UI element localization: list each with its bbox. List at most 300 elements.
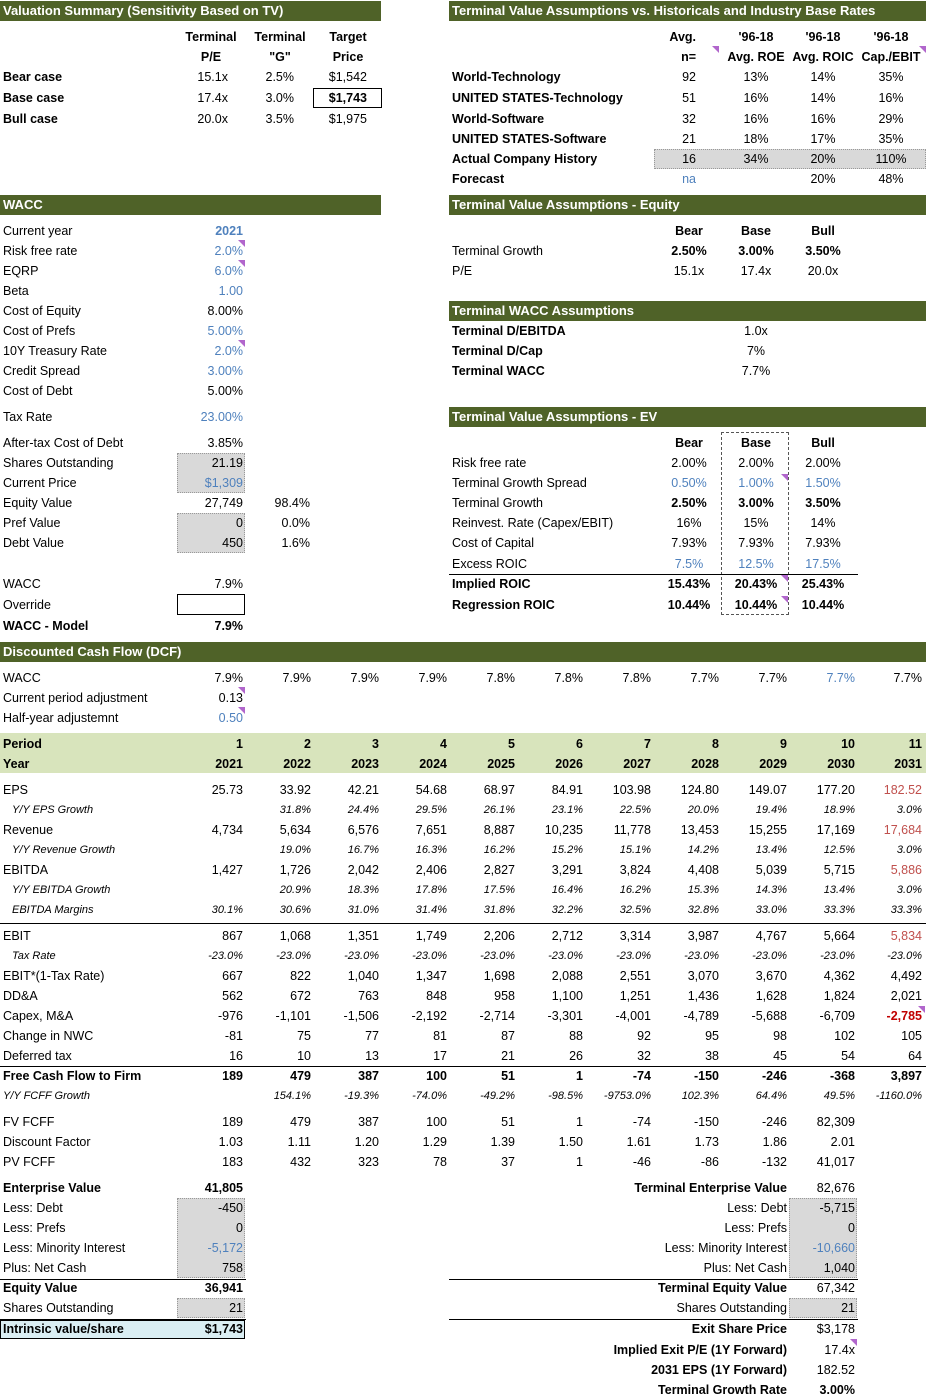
ev-label: Equity Value xyxy=(3,1281,78,1295)
dcf-cell: 2,406 xyxy=(415,863,447,877)
dcf-cell: 1,351 xyxy=(347,929,379,943)
dcf-cell: 822 xyxy=(290,969,311,983)
wacc-label: Beta xyxy=(3,284,29,298)
dcf-cell: 2031 xyxy=(894,757,922,771)
dcf-cell: -2,714 xyxy=(479,1009,515,1023)
dcf-cell: 16.3% xyxy=(415,844,447,856)
dcf-cell: -23.0% xyxy=(548,950,583,962)
col-header: Avg. ROIC xyxy=(792,50,854,64)
dcf-cell: 3,314 xyxy=(619,929,651,943)
tev-bridge-label: Less: Debt xyxy=(727,1201,787,1215)
dcf-cell: 182.52 xyxy=(883,783,922,797)
dcf-cell: 64.4% xyxy=(755,1090,787,1102)
wacc-value[interactable]: 2.0% xyxy=(214,344,243,358)
tw-label: Terminal D/EBITDA xyxy=(452,324,566,338)
dcf-cell: 1.61 xyxy=(626,1135,651,1149)
dcf-label: Y/Y EPS Growth xyxy=(12,804,94,816)
dcf-cell: 78 xyxy=(433,1155,447,1169)
divider xyxy=(0,1066,926,1067)
tve-cell: 3.00% xyxy=(738,244,774,258)
wacc-label: Current year xyxy=(3,224,73,238)
wacc-weight xyxy=(250,455,310,472)
dcf-cell: -74.0% xyxy=(412,1090,447,1102)
dcf-label: EBITDA Margins xyxy=(12,904,94,916)
tev-bridge-label: Less: Prefs xyxy=(724,1221,787,1235)
dcf-label: Half-year adjustemnt xyxy=(3,711,119,725)
tev-label: Excess ROIC xyxy=(452,557,528,571)
dcf-cell xyxy=(179,1088,243,1105)
dcf-label: Revenue xyxy=(3,823,54,837)
comment-indicator-icon[interactable] xyxy=(918,1006,925,1013)
dcf-cell: 10 xyxy=(841,737,855,751)
dcf-cell xyxy=(858,1114,922,1131)
tva-cell: 16% xyxy=(810,112,836,126)
dcf-cell: 20.9% xyxy=(279,884,311,896)
dcf-cell: 1.39 xyxy=(490,1135,515,1149)
dcf-cell: 13,453 xyxy=(680,823,719,837)
dcf-cell: -23.0% xyxy=(887,950,922,962)
col-header: Base xyxy=(741,224,771,238)
divider xyxy=(0,923,926,924)
wacc-override-input[interactable] xyxy=(177,594,245,615)
tva-cell: 32 xyxy=(682,112,696,126)
dcf-cell: 323 xyxy=(358,1155,379,1169)
tve-cell: 20.0x xyxy=(807,264,839,278)
dcf-cell xyxy=(179,882,243,899)
tev-bridge-value: 1,040 xyxy=(823,1261,855,1275)
col-header-terminal-pe-2: P/E xyxy=(200,50,222,64)
dcf-cell: 17.8% xyxy=(415,884,447,896)
dcf-cell: 7,651 xyxy=(415,823,447,837)
dcf-label: Deferred tax xyxy=(3,1049,72,1063)
dcf-cell: 2029 xyxy=(759,757,787,771)
tev-cell: 7.93% xyxy=(805,536,841,550)
comment-indicator-icon[interactable] xyxy=(238,340,245,347)
dcf-cell: 183 xyxy=(222,1155,243,1169)
dcf-cell: -19.3% xyxy=(344,1090,379,1102)
dcf-cell: 2025 xyxy=(487,757,515,771)
wacc-weight: 1.6% xyxy=(281,536,310,550)
dcf-cell: 479 xyxy=(290,1115,311,1129)
dcf-cell: 7.7% xyxy=(690,671,719,685)
tw-value: 7% xyxy=(746,344,766,358)
wacc-label: Cost of Prefs xyxy=(3,324,76,338)
dcf-cell: 75 xyxy=(297,1029,311,1043)
wacc-model-label: WACC - Model xyxy=(3,619,89,633)
dcf-label: EBIT*(1-Tax Rate) xyxy=(3,969,105,983)
dcf-cell: 54.68 xyxy=(415,783,447,797)
tax-rate-value[interactable]: 23.00% xyxy=(200,410,243,424)
tva-row-label: World-Software xyxy=(452,112,545,126)
dcf-label: Period xyxy=(3,737,42,751)
dcf-cell: 1 xyxy=(576,1069,583,1083)
case-pe: 15.1x xyxy=(197,70,228,84)
tw-label: Terminal D/Cap xyxy=(452,344,543,358)
tev-bridge-label: Terminal Growth Rate xyxy=(658,1383,787,1397)
case-label: Bear case xyxy=(3,70,63,84)
dcf-label: Year xyxy=(3,757,30,771)
wacc-weight: 0.0% xyxy=(281,516,310,530)
col-header-target-price: Target xyxy=(329,30,367,44)
dcf-cell: 16.7% xyxy=(347,844,379,856)
dcf-cell: 103.98 xyxy=(612,783,651,797)
dcf-cell: 2028 xyxy=(691,757,719,771)
comment-indicator-icon[interactable] xyxy=(850,1339,857,1346)
tev-bridge-value: 67,342 xyxy=(816,1281,855,1295)
comment-indicator-icon[interactable] xyxy=(238,240,245,247)
col-header: '96-18 xyxy=(738,30,774,44)
dcf-cell: 763 xyxy=(358,989,379,1003)
tev-cell: 15% xyxy=(743,516,769,530)
dcf-cell: 2,712 xyxy=(551,929,583,943)
dcf-cell: 848 xyxy=(426,989,447,1003)
dcf-cell: 1,347 xyxy=(415,969,447,983)
dcf-cell: -9753.0% xyxy=(603,1090,651,1102)
dcf-label: Y/Y EBITDA Growth xyxy=(12,884,111,896)
dcf-cell: 33.92 xyxy=(279,783,311,797)
comment-indicator-icon[interactable] xyxy=(781,575,788,582)
dcf-cell: 2 xyxy=(304,737,311,751)
tev-cell: 2.50% xyxy=(671,496,707,510)
dcf-cell: -23.0% xyxy=(684,950,719,962)
tax-rate-label: Tax Rate xyxy=(3,410,53,424)
dcf-cell: -49.2% xyxy=(480,1090,515,1102)
dcf-cell: 2027 xyxy=(623,757,651,771)
dcf-cell: 26.1% xyxy=(483,804,515,816)
dcf-cell: 3,291 xyxy=(551,863,583,877)
col-header: Bull xyxy=(811,224,835,238)
dcf-label: EBITDA xyxy=(3,863,49,877)
dcf-cell: 8 xyxy=(712,737,719,751)
dcf-cell: 95 xyxy=(705,1029,719,1043)
dcf-cell: 189 xyxy=(222,1069,243,1083)
ev-value[interactable]: -450 xyxy=(217,1201,243,1215)
col-header: Avg. ROE xyxy=(727,50,785,64)
dcf-cell: 21 xyxy=(501,1049,515,1063)
dcf-cell: 5,664 xyxy=(823,929,855,943)
dcf-cell: 5,634 xyxy=(279,823,311,837)
case-g: 2.5% xyxy=(265,70,294,84)
comment-indicator-icon[interactable] xyxy=(919,46,926,53)
tev-bridge-label: Plus: Net Cash xyxy=(703,1261,787,1275)
tva-cell: 35% xyxy=(878,132,904,146)
dcf-label: WACC xyxy=(3,671,41,685)
dcf-cell: -150 xyxy=(693,1115,719,1129)
dcf-cell: 4,734 xyxy=(211,823,243,837)
wacc-value: 0 xyxy=(236,516,243,530)
col-header: Base xyxy=(741,436,771,450)
tev-cell[interactable]: 1.00% xyxy=(738,476,774,490)
dcf-cell: -23.0% xyxy=(616,950,651,962)
dcf-cell: -23.0% xyxy=(276,950,311,962)
col-header: '96-18 xyxy=(805,30,841,44)
dcf-cell: 7.8% xyxy=(622,671,651,685)
ev-label: Less: Minority Interest xyxy=(3,1241,126,1255)
comment-indicator-icon[interactable] xyxy=(238,707,245,714)
dcf-cell: 64 xyxy=(908,1049,922,1063)
dcf-cell: 41,017 xyxy=(816,1155,855,1169)
comment-indicator-icon[interactable] xyxy=(781,474,788,481)
tva-cell xyxy=(722,171,790,188)
dcf-cell: -74 xyxy=(632,1115,651,1129)
wacc-value[interactable]: 1.00 xyxy=(218,284,243,298)
wacc-value[interactable]: 8.00% xyxy=(207,304,243,318)
ev-value: 41,805 xyxy=(204,1181,243,1195)
case-label: Base case xyxy=(3,91,65,105)
wacc-value: 2021 xyxy=(215,224,243,238)
tv-equity-header: Terminal Value Assumptions - Equity xyxy=(449,195,926,215)
tev-bridge-value: 182.52 xyxy=(816,1363,855,1377)
dcf-cell: 88 xyxy=(569,1029,583,1043)
dcf-cell: 11,778 xyxy=(613,823,651,837)
dcf-cell: 1.20 xyxy=(354,1135,379,1149)
dcf-cell: 100 xyxy=(426,1115,447,1129)
wacc-label: Credit Spread xyxy=(3,364,81,378)
dcf-cell: 867 xyxy=(222,929,243,943)
dcf-cell: -81 xyxy=(224,1029,243,1043)
dcf-cell: 2,042 xyxy=(347,863,379,877)
wacc-label: Cost of Equity xyxy=(3,304,81,318)
dcf-cell: 479 xyxy=(290,1069,311,1083)
ev-label: Less: Prefs xyxy=(3,1221,66,1235)
wacc-value[interactable]: 5.00% xyxy=(207,324,243,338)
col-header-terminal-pe: Terminal xyxy=(185,30,237,44)
dcf-cell: 16.2% xyxy=(619,884,651,896)
tev-cell[interactable]: 0.50% xyxy=(671,476,707,490)
wacc-weight xyxy=(250,475,310,492)
tva-cell: 51 xyxy=(682,91,696,105)
wacc-label: WACC xyxy=(3,577,41,591)
tev-cell[interactable]: 7.5% xyxy=(674,557,704,571)
comment-indicator-icon[interactable] xyxy=(238,260,245,267)
tev-label: Reinvest. Rate (Capex/EBIT) xyxy=(452,516,614,530)
dcf-cell: 958 xyxy=(494,989,515,1003)
dcf-cell: 7.7% xyxy=(758,671,787,685)
dcf-cell: 1.29 xyxy=(422,1135,447,1149)
dcf-cell: -1,101 xyxy=(275,1009,311,1023)
dcf-cell[interactable]: 0.50 xyxy=(218,711,243,725)
tva-row-label: Actual Company History xyxy=(452,152,598,166)
dcf-cell: 4,767 xyxy=(755,929,787,943)
tva-cell: 48% xyxy=(878,172,904,186)
dcf-cell: -4,789 xyxy=(683,1009,719,1023)
dcf-cell: 1 xyxy=(576,1155,583,1169)
wacc-value[interactable]: 3.00% xyxy=(207,364,243,378)
dcf-cell: -23.0% xyxy=(344,950,379,962)
dcf-cell: 98 xyxy=(773,1029,787,1043)
col-header-terminal-g-2: "G" xyxy=(269,50,291,64)
dcf-cell: -132 xyxy=(761,1155,787,1169)
wacc-value[interactable]: 5.00% xyxy=(207,384,243,398)
dcf-cell: 31.0% xyxy=(347,904,379,916)
ev-value[interactable]: 0 xyxy=(236,1221,243,1235)
tva-cell: 20% xyxy=(810,172,836,186)
dcf-cell: 2,827 xyxy=(483,863,515,877)
tev-label: Terminal Growth xyxy=(452,496,543,510)
wacc-label: Debt Value xyxy=(3,536,64,550)
tev-label: Implied ROIC xyxy=(452,577,531,591)
tva-cell: 14% xyxy=(810,70,836,84)
valuation-summary-header: Valuation Summary (Sensitivity Based on TV) xyxy=(0,1,381,21)
wacc-label: EQRP xyxy=(3,264,39,278)
dcf-cell: 7.8% xyxy=(554,671,583,685)
dcf-cell: -246 xyxy=(761,1069,787,1083)
dcf-cell: 38 xyxy=(705,1049,719,1063)
dcf-cell: 5,039 xyxy=(755,863,787,877)
dcf-cell: 15.1% xyxy=(619,844,651,856)
wacc-label: Cost of Debt xyxy=(3,384,73,398)
tev-bridge-value: -10,660 xyxy=(812,1241,855,1255)
dcf-cell: 102 xyxy=(834,1029,855,1043)
col-header-terminal-g: Terminal xyxy=(254,30,306,44)
dcf-cell: 51 xyxy=(501,1069,515,1083)
dcf-label: Capex, M&A xyxy=(3,1009,74,1023)
dcf-cell: 2024 xyxy=(419,757,447,771)
dcf-cell: 1,628 xyxy=(755,989,787,1003)
tev-bridge-value: 0 xyxy=(848,1221,855,1235)
tva-row-label: UNITED STATES-Software xyxy=(452,132,607,146)
dcf-cell: 16.4% xyxy=(551,884,583,896)
dcf-cell: 1,698 xyxy=(483,969,515,983)
dcf-cell: 1,824 xyxy=(823,989,855,1003)
dcf-cell: -98.5% xyxy=(548,1090,583,1102)
dcf-cell: 13 xyxy=(365,1049,379,1063)
dcf-cell xyxy=(179,802,243,819)
case-pe: 17.4x xyxy=(197,91,228,105)
tev-cell[interactable]: 1.50% xyxy=(805,476,841,490)
dcf-cell: 2026 xyxy=(555,757,583,771)
comment-indicator-icon[interactable] xyxy=(238,687,245,694)
comment-indicator-icon[interactable] xyxy=(712,46,719,53)
wacc-value[interactable]: $1,309 xyxy=(204,476,243,490)
dcf-cell: 7.9% xyxy=(350,671,379,685)
dcf-cell: 16 xyxy=(229,1049,243,1063)
dcf-cell: 2030 xyxy=(827,757,855,771)
dcf-cell: 1,251 xyxy=(619,989,651,1003)
dcf-cell: 29.5% xyxy=(415,804,447,816)
tev-label: Terminal Growth Spread xyxy=(452,476,587,490)
dcf-cell: 3.0% xyxy=(896,804,922,816)
dcf-cell: 1.11 xyxy=(287,1135,311,1149)
dcf-cell: 5,715 xyxy=(823,863,855,877)
dcf-cell: 32 xyxy=(637,1049,651,1063)
wacc-value: 27,749 xyxy=(204,496,243,510)
dcf-cell: 87 xyxy=(501,1029,515,1043)
dcf-cell[interactable]: 0.13 xyxy=(218,691,243,705)
dcf-cell: -6,709 xyxy=(819,1009,855,1023)
col-header: Bear xyxy=(675,436,703,450)
dcf-cell: 14.3% xyxy=(755,884,787,896)
col-header: Bear xyxy=(675,224,703,238)
tw-label: Terminal WACC xyxy=(452,364,545,378)
dcf-cell: -46 xyxy=(632,1155,651,1169)
dcf-label: Free Cash Flow to Firm xyxy=(3,1069,142,1083)
tva-cell: 14% xyxy=(810,91,836,105)
dcf-cell: -86 xyxy=(700,1155,719,1169)
wacc-value[interactable]: 21.19 xyxy=(211,456,243,470)
tev-cell: 20.43% xyxy=(734,577,778,591)
wacc-label: Current Price xyxy=(3,476,77,490)
tev-cell: 3.50% xyxy=(805,496,841,510)
tev-bridge-label: Shares Outstanding xyxy=(676,1301,787,1315)
tev-cell: 3.00% xyxy=(738,496,774,510)
dcf-cell: 23.1% xyxy=(551,804,583,816)
dcf-cell: 11 xyxy=(908,737,922,751)
dcf-cell: 10,235 xyxy=(544,823,583,837)
dcf-cell: 15,255 xyxy=(748,823,787,837)
dcf-cell: 37 xyxy=(501,1155,515,1169)
dcf-cell: 2,021 xyxy=(890,989,922,1003)
dcf-cell: -23.0% xyxy=(412,950,447,962)
ev-value[interactable]: -5,172 xyxy=(207,1241,243,1255)
tev-bridge-label: 2031 EPS (1Y Forward) xyxy=(651,1363,787,1377)
wacc-value[interactable]: 6.0% xyxy=(214,264,243,278)
tev-bridge-label: Less: Minority Interest xyxy=(664,1241,787,1255)
wacc-header: WACC xyxy=(0,195,381,215)
dcf-cell: -1,506 xyxy=(343,1009,379,1023)
dcf-cell: 5,886 xyxy=(890,863,922,877)
col-header: Cap./EBIT xyxy=(861,50,921,64)
dcf-cell: 124.80 xyxy=(680,783,719,797)
tev-cell[interactable]: 12.5% xyxy=(738,557,774,571)
dcf-cell: 3,070 xyxy=(687,969,719,983)
tv-ev-header: Terminal Value Assumptions - EV xyxy=(449,407,926,427)
tva-cell: 16 xyxy=(682,152,696,166)
dcf-cell: 31.8% xyxy=(279,804,311,816)
tva-cell: 29% xyxy=(878,112,904,126)
dcf-cell: -1160.0% xyxy=(875,1090,922,1102)
tva-cell: na xyxy=(682,172,696,186)
wacc-label: Shares Outstanding xyxy=(3,456,114,470)
col-header: Bull xyxy=(811,436,835,450)
comment-indicator-icon[interactable] xyxy=(781,596,788,603)
tev-cell: 16% xyxy=(676,516,702,530)
dcf-cell: 7.8% xyxy=(486,671,515,685)
wacc-label: 10Y Treasury Rate xyxy=(3,344,107,358)
tev-cell: 10.44% xyxy=(667,598,711,612)
dcf-cell: 7.7% xyxy=(826,671,855,685)
ev-label: Shares Outstanding xyxy=(3,1301,114,1315)
wacc-value[interactable]: 2.0% xyxy=(214,244,243,258)
tva-row-label: Forecast xyxy=(452,172,505,186)
dcf-cell: 31.4% xyxy=(415,904,447,916)
dcf-cell: 81 xyxy=(433,1029,447,1043)
dcf-cell: 1 xyxy=(236,737,243,751)
col-header: Avg. xyxy=(669,30,696,44)
ev-value[interactable]: 758 xyxy=(222,1261,243,1275)
dcf-label: Current period adjustment xyxy=(3,691,148,705)
tev-bridge-value: 82,676 xyxy=(816,1181,855,1195)
dcf-cell: 154.1% xyxy=(273,1090,311,1102)
dcf-cell: 1,749 xyxy=(415,929,447,943)
dcf-cell: 32.8% xyxy=(687,904,719,916)
dcf-cell: 1.03 xyxy=(218,1135,243,1149)
tev-cell: 2.00% xyxy=(671,456,707,470)
dcf-cell: 33.3% xyxy=(823,904,855,916)
tev-bridge-value: 3.00% xyxy=(819,1383,855,1397)
dcf-cell xyxy=(858,1154,922,1171)
dcf-cell: 49.5% xyxy=(823,1090,855,1102)
dcf-cell: 10 xyxy=(297,1049,311,1063)
case-price[interactable]: $1,743 xyxy=(328,91,367,105)
wacc-label: After-tax Cost of Debt xyxy=(3,436,124,450)
dcf-cell: -976 xyxy=(217,1009,243,1023)
dcf-cell: 4 xyxy=(440,737,447,751)
tve-cell: 17.4x xyxy=(740,264,772,278)
tev-cell: 25.43% xyxy=(801,577,845,591)
tev-cell[interactable]: 17.5% xyxy=(805,557,841,571)
dcf-cell: 387 xyxy=(358,1115,379,1129)
